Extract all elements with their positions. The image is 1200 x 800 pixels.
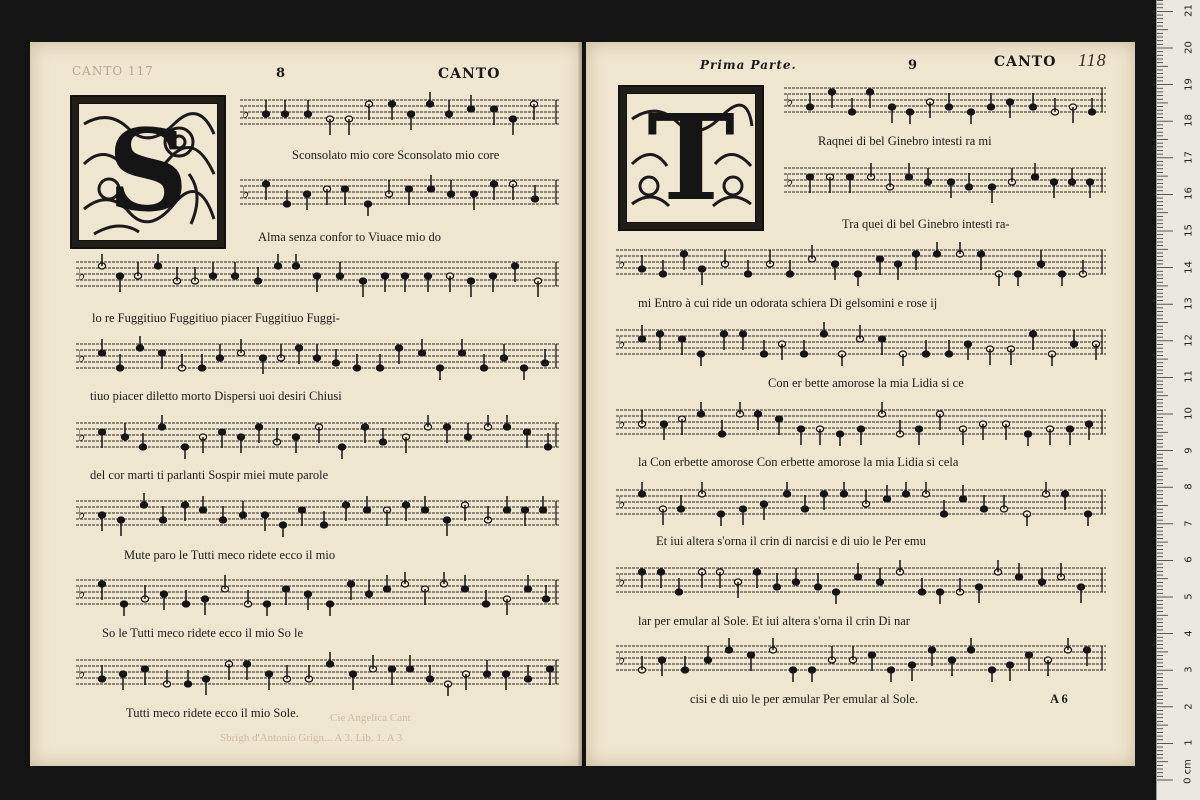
decorated-initial-t (618, 85, 764, 231)
lyric-line-8: cisi e di uio le per æmular Per emular al Sole. (690, 692, 919, 706)
lyric-line-8: Tutti meco ridete ecco il mio Sole. (126, 706, 299, 720)
bleed-through-2: Sbrigh d'Antonio Grign... A 3. Lib. 1. A 3 (220, 732, 403, 744)
running-title: Prima Parte. (700, 58, 797, 72)
clef-sign: ♭ (78, 265, 86, 284)
ruler-number: 2 (1183, 703, 1195, 710)
ruler-number: 9 (1183, 446, 1195, 454)
staff-3 (616, 242, 1106, 286)
page-number: 9 (908, 58, 919, 73)
measurement-ruler (1156, 0, 1200, 800)
clef-sign: ♭ (78, 663, 86, 682)
lyric-line-5: la Con erbette amorose Con erbette amorose la mia Lidia si cela (638, 455, 959, 469)
ruler-number: 3 (1183, 666, 1195, 673)
ruler-number: 17 (1183, 150, 1195, 164)
clef-sign: ♭ (618, 493, 626, 512)
staff-5 (616, 402, 1106, 446)
ruler-number: 16 (1183, 187, 1195, 201)
staff-4 (76, 336, 560, 380)
clef-sign: ♭ (618, 649, 626, 668)
initial-letter: T (647, 93, 735, 223)
ruler-number: 14 (1183, 260, 1195, 274)
lyric-line-2: Alma senza confor to Viuace mio do (258, 230, 441, 244)
clef-sign: ♭ (786, 91, 794, 110)
initial-letter: S (107, 106, 189, 237)
lyric-line-7: lar per emular al Sole. Et iui altera s'orna il crin Di nar (638, 614, 910, 628)
clef-sign: ♭ (618, 571, 626, 590)
staff-2 (240, 172, 560, 216)
ruler-number: 10 (1183, 407, 1195, 420)
manuscript-number: 118 (1078, 50, 1107, 70)
ruler-number: 4 (1183, 629, 1195, 637)
staff-7 (616, 560, 1106, 604)
ruler-number: 11 (1183, 370, 1195, 384)
ruler-number: 13 (1183, 297, 1195, 311)
clef-sign: ♭ (242, 183, 250, 202)
staff-5 (76, 415, 560, 459)
left-page (30, 42, 582, 766)
clef-sign: ♭ (78, 347, 86, 366)
lyric-line-4: tiuo piacer diletto morto Dispersi uoi desiri Chiusi (90, 389, 342, 403)
clef-sign: ♭ (242, 103, 250, 122)
right-page (586, 42, 1135, 766)
ruler-number: 8 (1183, 483, 1195, 490)
staff-1 (784, 80, 1106, 124)
lyric-line-7: So le Tutti meco ridete ecco il mio So le (102, 626, 304, 640)
staff-2 (784, 160, 1106, 204)
ruler-number: 20 (1183, 41, 1195, 54)
staff-8 (616, 638, 1106, 682)
decorated-initial-s (70, 95, 226, 249)
header-title: CANTO (994, 54, 1057, 70)
staff-1 (240, 92, 560, 136)
lyric-line-4: Con er bette amorose la mia Lidia si ce (768, 376, 964, 390)
lyric-line-6: Et iui altera s'orna il crin di narcisi e di uio le Per emu (656, 534, 926, 548)
faint-header: CANTO 117 (72, 64, 154, 78)
lyric-line-6: Mute paro le Tutti meco ridete ecco il mio (124, 548, 336, 562)
clef-sign: ♭ (618, 253, 626, 272)
lyric-line-2: Tra quei di bel Ginebro intesti ra- (842, 217, 1010, 231)
ruler-number: 19 (1183, 77, 1195, 91)
open-book (30, 42, 1135, 766)
ruler-number: 21 (1183, 4, 1195, 18)
ruler-unit-label: 0 cm (1182, 759, 1194, 784)
lyric-line-1: Raqnei di bel Ginebro intesti ra mi (818, 134, 992, 148)
ruler-number: 15 (1183, 224, 1195, 237)
clef-sign: ♭ (78, 504, 86, 523)
staff-7 (76, 572, 560, 616)
ruler-number: 18 (1183, 114, 1195, 128)
ruler-number: 1 (1183, 739, 1195, 747)
clef-sign: ♭ (786, 171, 794, 190)
staff-8 (76, 652, 560, 696)
staff-6 (76, 493, 560, 537)
staff-3 (76, 254, 560, 298)
lyric-line-3: lo re Fuggitiuo Fuggitiuo piacer Fuggitiuo Fuggi- (92, 311, 340, 325)
staff-6 (616, 482, 1106, 526)
ruler-number: 7 (1183, 520, 1195, 527)
lyric-line-3: mi Entro à cui ride un odorata schiera Di gelsomini e rose ij (638, 296, 938, 310)
ruler-number: 6 (1183, 556, 1195, 564)
staff-4 (616, 322, 1106, 366)
lyric-line-1: Sconsolato mio core Sconsolato mio core (292, 148, 500, 162)
clef-sign: ♭ (618, 413, 626, 432)
ruler-number: 12 (1183, 333, 1195, 347)
lyric-line-5: del cor marti ti parlanti Sospir miei mute parole (90, 468, 329, 482)
clef-sign: ♭ (618, 333, 626, 352)
header-title: CANTO (438, 66, 501, 82)
page-number: 8 (276, 66, 287, 81)
signature-mark: A 6 (1050, 692, 1068, 706)
ruler-number: 5 (1183, 593, 1195, 600)
bleed-through-1: Cie Angelica Cant (330, 712, 411, 724)
clef-sign: ♭ (78, 583, 86, 602)
clef-sign: ♭ (78, 426, 86, 445)
